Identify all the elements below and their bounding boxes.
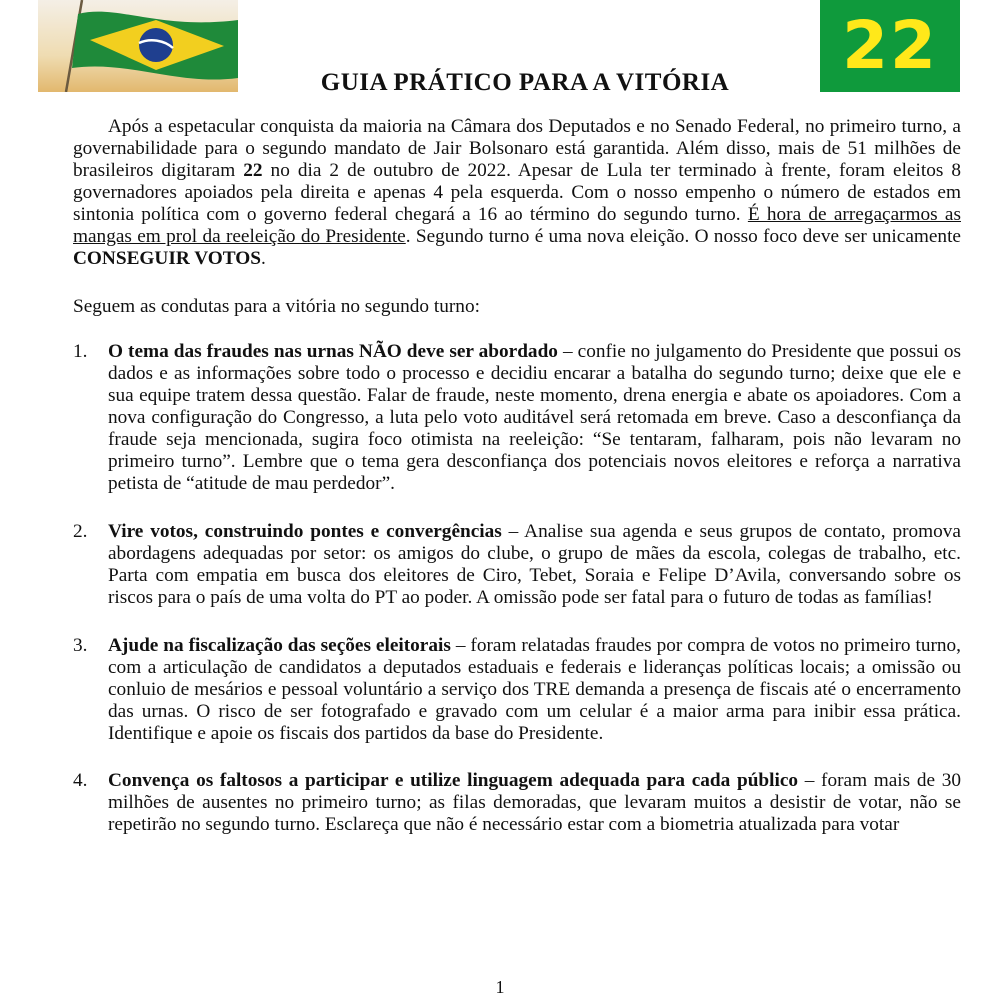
item-heading: Ajude na fiscalização das seções eleitorais	[108, 635, 451, 656]
item-heading: Vire votos, construindo pontes e convergências	[108, 521, 502, 542]
item-number: 2.	[73, 521, 88, 542]
intro-text-2: no dia 2 de outubro de 2022. Apesar de Lula ter terminado à frente, foram eleitos 8 governadores apoiados pela direita e apenas 4 pela esquerda. Com o nosso empenho o número de estados em sintonia política com o governo federal chegará a 16 ao término do segundo turno.	[73, 160, 962, 225]
item-heading: Convença os faltosos a participar e utilize linguagem adequada para cada público	[108, 770, 799, 791]
lead-sentence: Seguem as condutas para a vitória no segundo turno:	[73, 296, 480, 317]
conduct-list	[73, 341, 961, 836]
item-text: – Analise sua agenda e seus grupos de contato, promova abordagens adequadas por setor: os amigos do clube, o grupo de mães da escola, colegas de trabalho, etc. Parta com empatia em busca dos eleitores de Ciro, Tebet, Soraia e Felipe D’Avila, conversando sobre os riscos para o país de uma volta do PT ao poder. A omissão pode ser fatal para o futuro de todas as famílias!	[108, 521, 961, 608]
intro-text-3: . Segundo turno é uma nova eleição. O nosso foco deve ser unicamente	[405, 226, 961, 247]
item-number: 1.	[73, 341, 88, 362]
badge-number: 22	[842, 7, 938, 84]
intro-underlined-text: É hora de arregaçarmos as mangas em prol da reeleição do Presidente	[73, 204, 961, 247]
list-item	[73, 521, 961, 609]
item-text: – confie no julgamento do Presidente que possui os dados e as informações sobre todo o processo e decidiu encarar a batalha do segundo turno; deixe que ele e sua equipe tratem dessa questão. Falar de fraude, neste momento, drena energia e abate os apoiadores. Com a nova configuração do Congresso, a luta pelo voto auditável será retomada em breve. Caso a desconfiança da fraude seja mencionada, sugira foco otimista na reeleição: “Se tentaram, falharam, pois não levaram no primeiro turno”. Lembre que o tema gera desconfiança dos potenciais novos eleitores e reforça a narrativa petista de “atitude de mau perdedor”.	[108, 341, 961, 494]
list-item	[73, 770, 961, 836]
list-item	[73, 635, 961, 745]
item-text: – foram mais de 30 milhões de ausentes no primeiro turno; as filas demoradas, que levaram muitos a desistir de votar, não se repetirão no segundo turno. Esclareça que não é necessário estar com a biometria atualizada para votar	[108, 770, 961, 835]
list-item	[73, 341, 961, 495]
item-text: – foram relatadas fraudes por compra de votos no primeiro turno, com a articulação de candidatos a deputados estaduais e federais e lideranças políticas locais; a omissão ou conluio de mesários e pessoal voluntário a serviço dos TRE demanda a presença de fiscais até o encerramento das urnas. O risco de ser fotografado e gravado com um celular é a maior arma para inibir essa prática. Identifique e apoie os fiscais dos partidos da base do Presidente.	[108, 635, 962, 744]
document-body	[73, 116, 961, 836]
intro-text-1: Após a espetacular conquista da maioria na Câmara dos Deputados e no Senado Federal, no primeiro turno, a governabilidade para o segundo mandato de Jair Bolsonaro está garantida. Além disso, mais de 51 milhões de brasileiros digitaram	[73, 116, 961, 181]
intro-paragraph	[73, 116, 961, 270]
page-title: GUIA PRÁTICO PARA A VITÓRIA	[320, 69, 730, 96]
intro-text-4: .	[261, 248, 266, 269]
item-number: 4.	[73, 770, 88, 791]
intro-bold-number: 22	[243, 160, 263, 181]
intro-bold-end: CONSEGUIR VOTOS	[73, 248, 262, 269]
page-number: 1	[495, 977, 505, 997]
item-heading: O tema das fraudes nas urnas NÃO deve ser abordado	[108, 341, 558, 362]
item-number: 3.	[73, 635, 88, 656]
